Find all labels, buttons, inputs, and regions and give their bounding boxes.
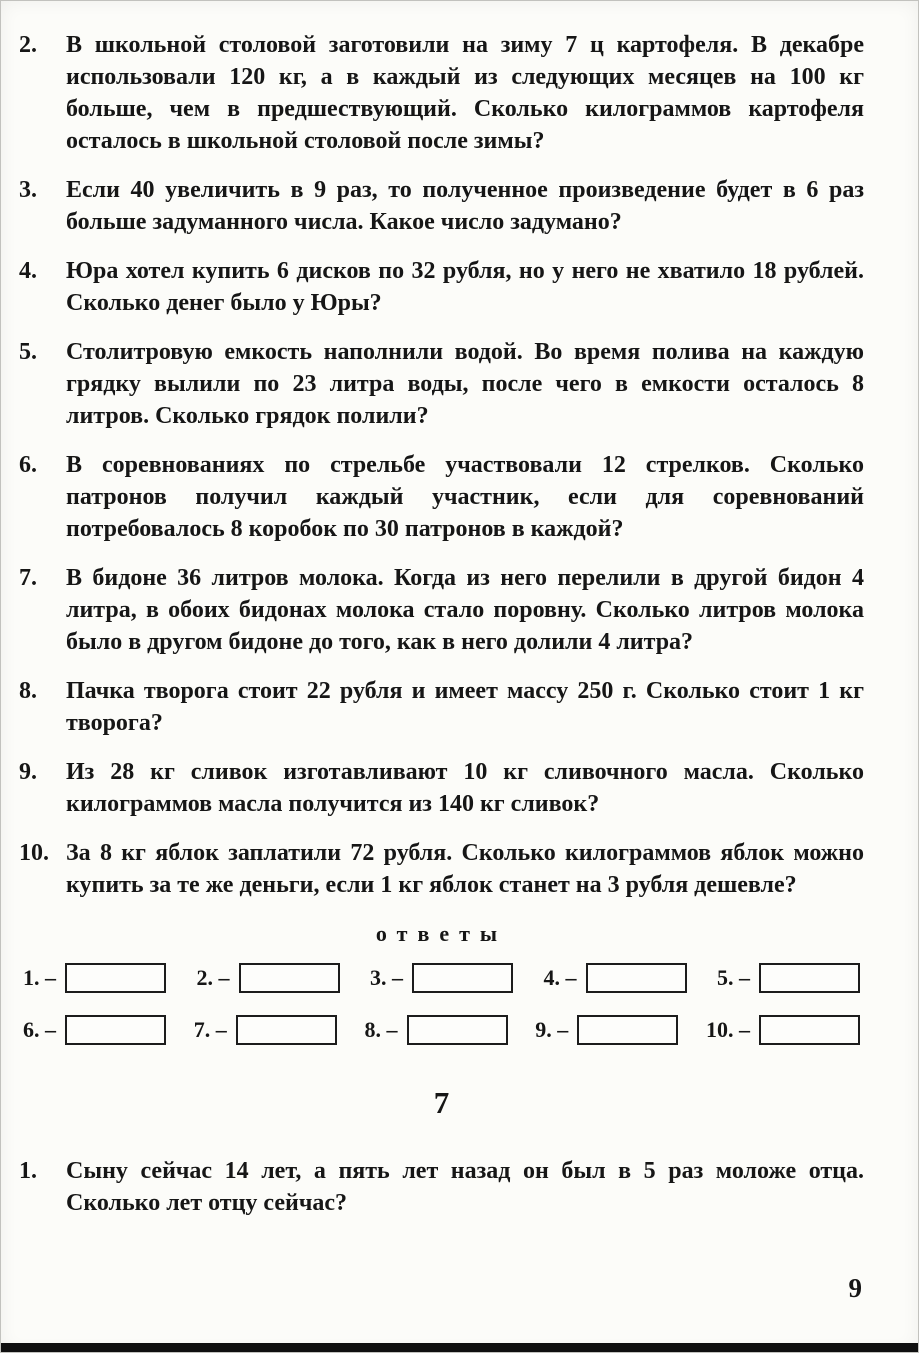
problem-text: Сыну сейчас 14 лет, а пять лет назад он был в 5 раз моложе отца. Сколько лет отцу сейчас? — [66, 1158, 864, 1216]
answer-label: 10. – — [706, 1017, 750, 1042]
answer-box — [586, 963, 687, 993]
answer-item — [23, 1015, 166, 1045]
answer-label: 1. – — [23, 965, 56, 990]
problem-item — [19, 174, 864, 238]
problem-text: Юра хотел купить 6 дисков по 32 рубля, но у него не хватило 18 рублей. Сколько денег было у Юры? — [66, 258, 864, 316]
problem-text: Пачка творога стоит 22 рубля и имеет массу 250 г. Сколько стоит 1 кг творога? — [66, 678, 864, 736]
problem-number: 6. — [19, 452, 37, 478]
problem-number: 7. — [19, 565, 37, 591]
answer-box — [236, 1015, 337, 1045]
answer-label: 8. – — [364, 1017, 398, 1042]
answer-box — [239, 963, 340, 993]
problem-text: Из 28 кг сливок изготавливают 10 кг сливочного масла. Сколько килограммов масла получится из 140 кг сливок? — [66, 759, 864, 817]
answer-box — [407, 1015, 508, 1045]
problem-text: Если 40 увеличить в 9 раз, то полученное произведение будет в 6 раз больше задуманного числа. Какое число задумано? — [66, 177, 864, 235]
answer-item — [194, 1015, 337, 1045]
answer-box — [65, 963, 166, 993]
answer-item — [365, 1015, 508, 1045]
problem-text: За 8 кг яблок заплатили 72 рубля. Сколько килограммов яблок можно купить за те же деньги, если 1 кг яблок станет на 3 рубля дешевле? — [66, 840, 864, 898]
answer-item — [197, 963, 340, 993]
answer-label: 9. – — [535, 1017, 569, 1042]
answers-title: ответы — [375, 921, 508, 946]
problem-item — [19, 756, 864, 820]
answer-label: 5. – — [717, 965, 750, 990]
answer-item — [535, 1015, 678, 1045]
problem-text: В бидоне 36 литров молока. Когда из него перелили в другой бидон 4 литра, в обоих бидонах молока стало поровну. Сколько литров молока было в другом бидоне до того, как в него долили 4 литра? — [66, 565, 864, 655]
problem-number: 2. — [19, 32, 37, 58]
answer-label: 3. – — [370, 965, 403, 990]
problem-number: 10. — [19, 840, 49, 866]
problem-number: 1. — [19, 1158, 37, 1184]
answer-item — [23, 963, 166, 993]
answer-item — [370, 963, 513, 993]
answer-box — [759, 963, 860, 993]
answer-item — [706, 1015, 860, 1045]
answer-label: 6. – — [23, 1017, 56, 1042]
problem-item — [19, 837, 864, 901]
page-bottom-edge — [1, 1343, 918, 1352]
problem-item — [19, 29, 864, 157]
answers-row-2 — [23, 1015, 860, 1045]
problem-number: 4. — [19, 258, 37, 284]
problem-item — [19, 336, 864, 432]
problem-number: 3. — [19, 177, 37, 203]
page-number: 9 — [848, 1273, 862, 1303]
problem-item — [19, 255, 864, 319]
problem-item — [19, 449, 864, 545]
problem-text: Столитровую емкость наполнили водой. Во время полива на каждую грядку вылили по 23 литра воды, после чего в емкости осталось 8 литров. Сколько грядок полили? — [66, 339, 864, 429]
answers-row-1 — [23, 963, 860, 993]
problem-item — [19, 1155, 864, 1219]
answer-box — [412, 963, 513, 993]
problem-text: В школьной столовой заготовили на зиму 7 ц картофеля. В декабре использовали 120 кг, а в каждый из следующих месяцев на 100 кг больше, чем в предшествующий. Сколько килограммов картофеля осталось в школьной столовой после зимы? — [66, 32, 864, 154]
answer-label: 4. – — [543, 965, 577, 990]
answer-item — [717, 963, 860, 993]
problem-item — [19, 675, 864, 739]
answer-label: 7. – — [193, 1017, 227, 1042]
answer-box — [65, 1015, 166, 1045]
problem-number: 5. — [19, 339, 37, 365]
answer-box — [577, 1015, 678, 1045]
problem-number: 9. — [19, 759, 37, 785]
answer-item — [544, 963, 687, 993]
problem-item — [19, 562, 864, 658]
answer-box — [759, 1015, 860, 1045]
problem-text: В соревнованиях по стрельбе участвовали 12 стрелков. Сколько патронов получил каждый участник, если для соревнований потребовалось 8 коробок по 30 патронов в каждой? — [66, 452, 864, 542]
problem-number: 8. — [19, 678, 37, 704]
section-heading: 7 — [433, 1085, 450, 1120]
answer-label: 2. – — [196, 965, 230, 990]
